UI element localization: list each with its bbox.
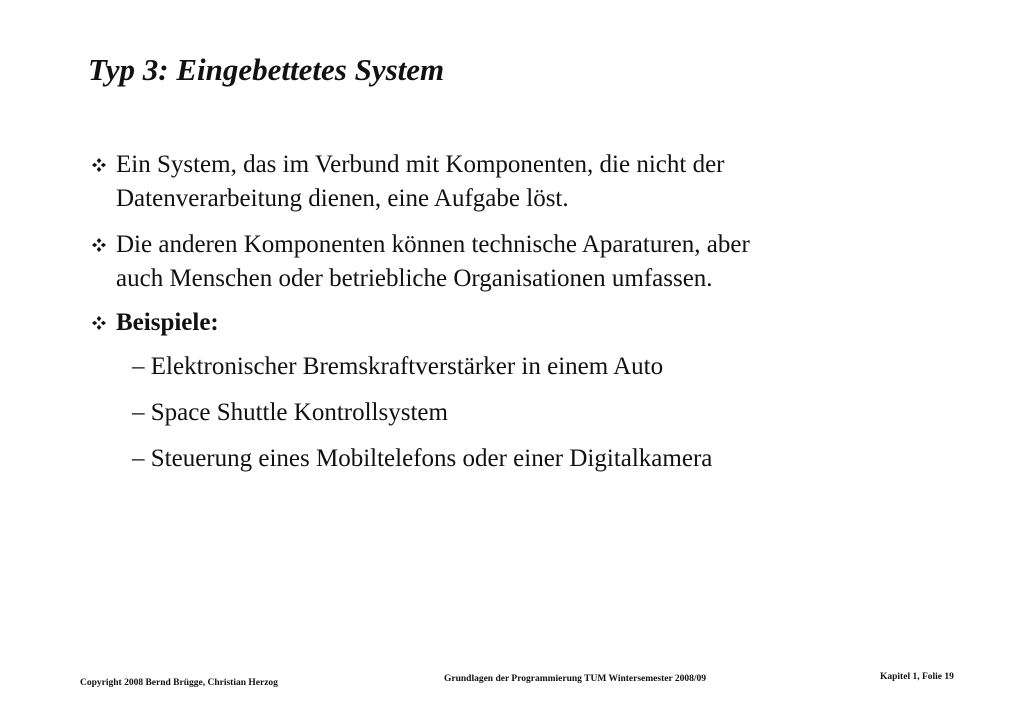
four-diamond-bullet-icon	[92, 148, 108, 182]
bullet-line: Die anderen Komponenten können technische Aparaturen, aber	[116, 231, 750, 258]
footer-course: Grundlagen der Programmierung TUM Wintersemester 2008/09	[444, 674, 707, 684]
example-item: – Steuerung eines Mobiltelefons oder einer Digitalkamera	[132, 445, 713, 472]
four-diamond-bullet-icon	[92, 228, 108, 262]
footer-slide-ref: Kapitel 1, Folie 19	[880, 672, 954, 682]
bullet-text	[116, 306, 219, 340]
examples-heading: Beispiele:	[116, 309, 219, 336]
example-item: – Space Shuttle Kontrollsystem	[132, 399, 448, 426]
four-diamond-bullet-icon	[92, 306, 108, 340]
slide-title: Typ 3: Eingebettetes System	[88, 52, 445, 87]
bullet-text	[116, 228, 750, 296]
bullet-line: Datenverarbeitung dienen, eine Aufgabe löst.	[116, 185, 569, 212]
example-item: – Elektronischer Bremskraftverstärker in einem Auto	[132, 353, 664, 380]
bullet-line: auch Menschen oder betriebliche Organisationen umfassen.	[116, 265, 713, 292]
bullet-line: Ein System, das im Verbund mit Komponenten, die nicht der	[116, 151, 725, 178]
bullet-text	[116, 148, 724, 216]
footer-copyright: Copyright 2008 Bernd Brügge, Christian Herzog	[80, 678, 278, 688]
